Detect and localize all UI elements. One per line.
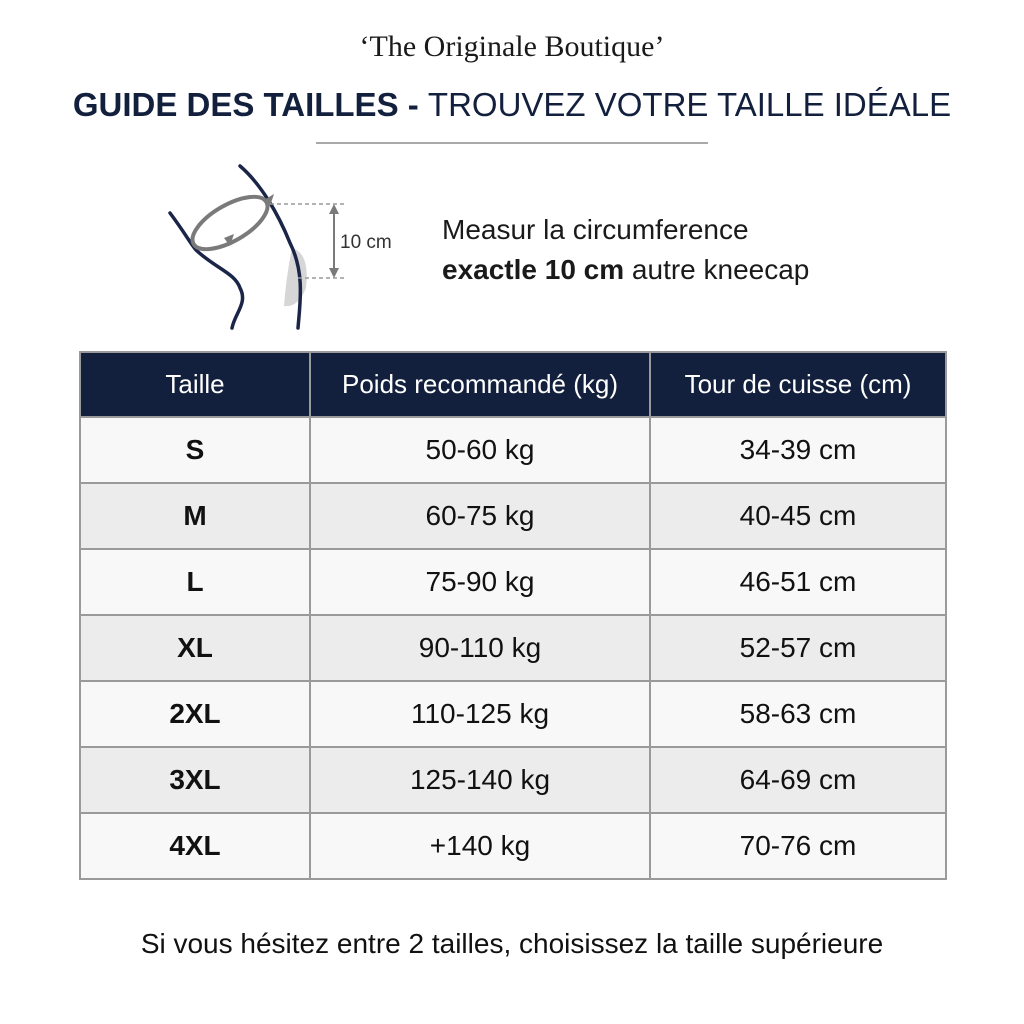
size-cell: 3XL (80, 747, 310, 813)
footer-note: Si vous hésitez entre 2 tailles, choisissez la taille supérieure (140, 928, 884, 959)
size-table (79, 351, 947, 880)
weight-cell: 110-125 kg (310, 681, 650, 747)
header-size: Taille (80, 352, 310, 417)
table-row (80, 417, 946, 483)
thigh-cell: 52-57 cm (650, 615, 946, 681)
header-weight: Poids recommandé (kg) (310, 352, 650, 417)
thigh-cell: 58-63 cm (650, 681, 946, 747)
measure-instructions (442, 210, 809, 290)
brand-name: ‘The Originale Boutique’ (359, 30, 665, 63)
table-row (80, 483, 946, 549)
size-cell: XL (80, 615, 310, 681)
weight-cell: +140 kg (310, 813, 650, 879)
leg-back-outline (170, 213, 243, 328)
size-table-container (79, 351, 945, 880)
knee-diagram-icon (160, 158, 420, 338)
table-row (80, 549, 946, 615)
table-row (80, 615, 946, 681)
thigh-cell: 70-76 cm (650, 813, 946, 879)
thigh-cell: 64-69 cm (650, 747, 946, 813)
table-row (80, 681, 946, 747)
distance-label: 10 cm (340, 232, 392, 253)
table-row (80, 747, 946, 813)
title-divider (316, 142, 708, 144)
weight-cell: 75-90 kg (310, 549, 650, 615)
weight-cell: 50-60 kg (310, 417, 650, 483)
title-dash: - (398, 86, 428, 123)
size-cell: 2XL (80, 681, 310, 747)
circumference-arrows-icon (185, 186, 276, 259)
page-title (0, 86, 1024, 124)
weight-cell: 60-75 kg (310, 483, 650, 549)
thigh-cell: 34-39 cm (650, 417, 946, 483)
size-cell: M (80, 483, 310, 549)
measure-line-2-bold: exactle 10 cm (442, 254, 625, 285)
measure-line-2 (442, 250, 809, 290)
measure-line-2-rest: autre kneecap (624, 254, 810, 285)
size-cell: L (80, 549, 310, 615)
weight-cell: 90-110 kg (310, 615, 650, 681)
size-cell: S (80, 417, 310, 483)
measure-line-1: Measur la circumference (442, 214, 749, 245)
header-thigh: Tour de cuisse (cm) (650, 352, 946, 417)
title-bold: GUIDE DES TAILLES (72, 86, 399, 123)
table-row (80, 813, 946, 879)
thigh-cell: 46-51 cm (650, 549, 946, 615)
title-rest: TROUVEZ VOTRE TAILLE IDÉALE (427, 86, 952, 123)
table-header-row (80, 352, 946, 417)
measure-arrow-icon (329, 204, 339, 278)
weight-cell: 125-140 kg (310, 747, 650, 813)
size-cell: 4XL (80, 813, 310, 879)
thigh-cell: 40-45 cm (650, 483, 946, 549)
